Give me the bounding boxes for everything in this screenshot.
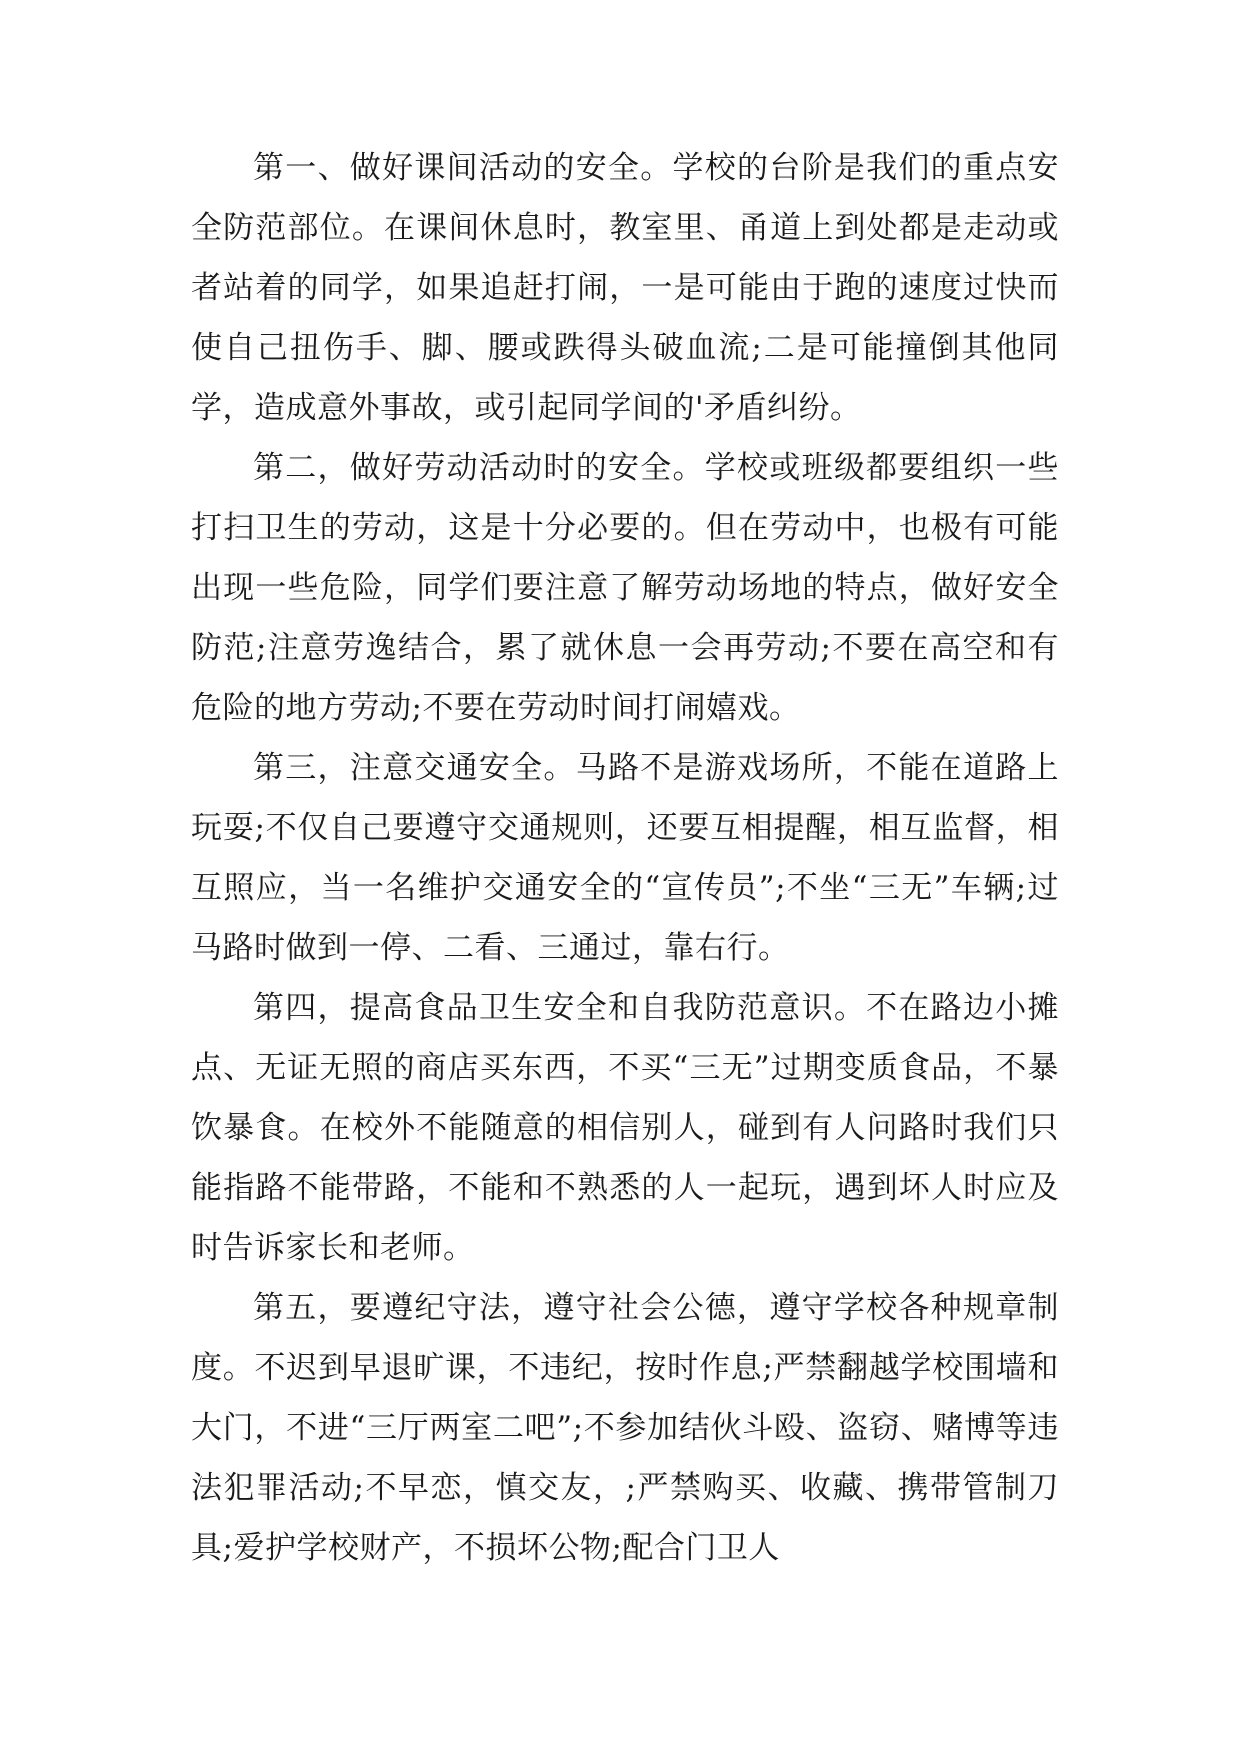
paragraph-2: 第二，做好劳动活动时的安全。学校或班级都要组织一些打扫卫生的劳动，这是十分必要的。但在劳动中，也极有可能出现一些危险，同学们要注意了解劳动场地的特点，做好安全防范;注意劳逸结合，累了就休息一会再劳动;不要在高空和有危险的地方劳动;不要在劳动时间打闹嬉戏。 xyxy=(191,450,1059,726)
document-page xyxy=(191,138,1059,1578)
paragraph-5: 第五，要遵纪守法，遵守社会公德，遵守学校各种规章制度。不迟到早退旷课，不违纪，按时作息;严禁翻越学校围墙和大门，不进“三厅两室二吧”;不参加结伙斗殴、盗窃、赌博等违法犯罪活动;不早恋，慎交友，;严禁购买、收藏、携带管制刀具;爱护学校财产，不损坏公物;配合门卫人 xyxy=(191,1290,1059,1566)
paragraph-3: 第三，注意交通安全。马路不是游戏场所，不能在道路上玩耍;不仅自己要遵守交通规则，还要互相提醒，相互监督，相互照应，当一名维护交通安全的“宣传员”;不坐“三无”车辆;过马路时做到一停、二看、三通过，靠右行。 xyxy=(191,750,1059,966)
paragraph-4: 第四，提高食品卫生安全和自我防范意识。不在路边小摊点、无证无照的商店买东西，不买“三无”过期变质食品，不暴饮暴食。在校外不能随意的相信别人，碰到有人问路时我们只能指路不能带路，不能和不熟悉的人一起玩，遇到坏人时应及时告诉家长和老师。 xyxy=(191,990,1059,1266)
paragraph-1: 第一、做好课间活动的安全。学校的台阶是我们的重点安全防范部位。在课间休息时，教室里、甬道上到处都是走动或者站着的同学，如果追赶打闹，一是可能由于跑的速度过快而使自己扭伤手、脚、腰或跌得头破血流;二是可能撞倒其他同学，造成意外事故，或引起同学间的'矛盾纠纷。 xyxy=(191,150,1059,426)
